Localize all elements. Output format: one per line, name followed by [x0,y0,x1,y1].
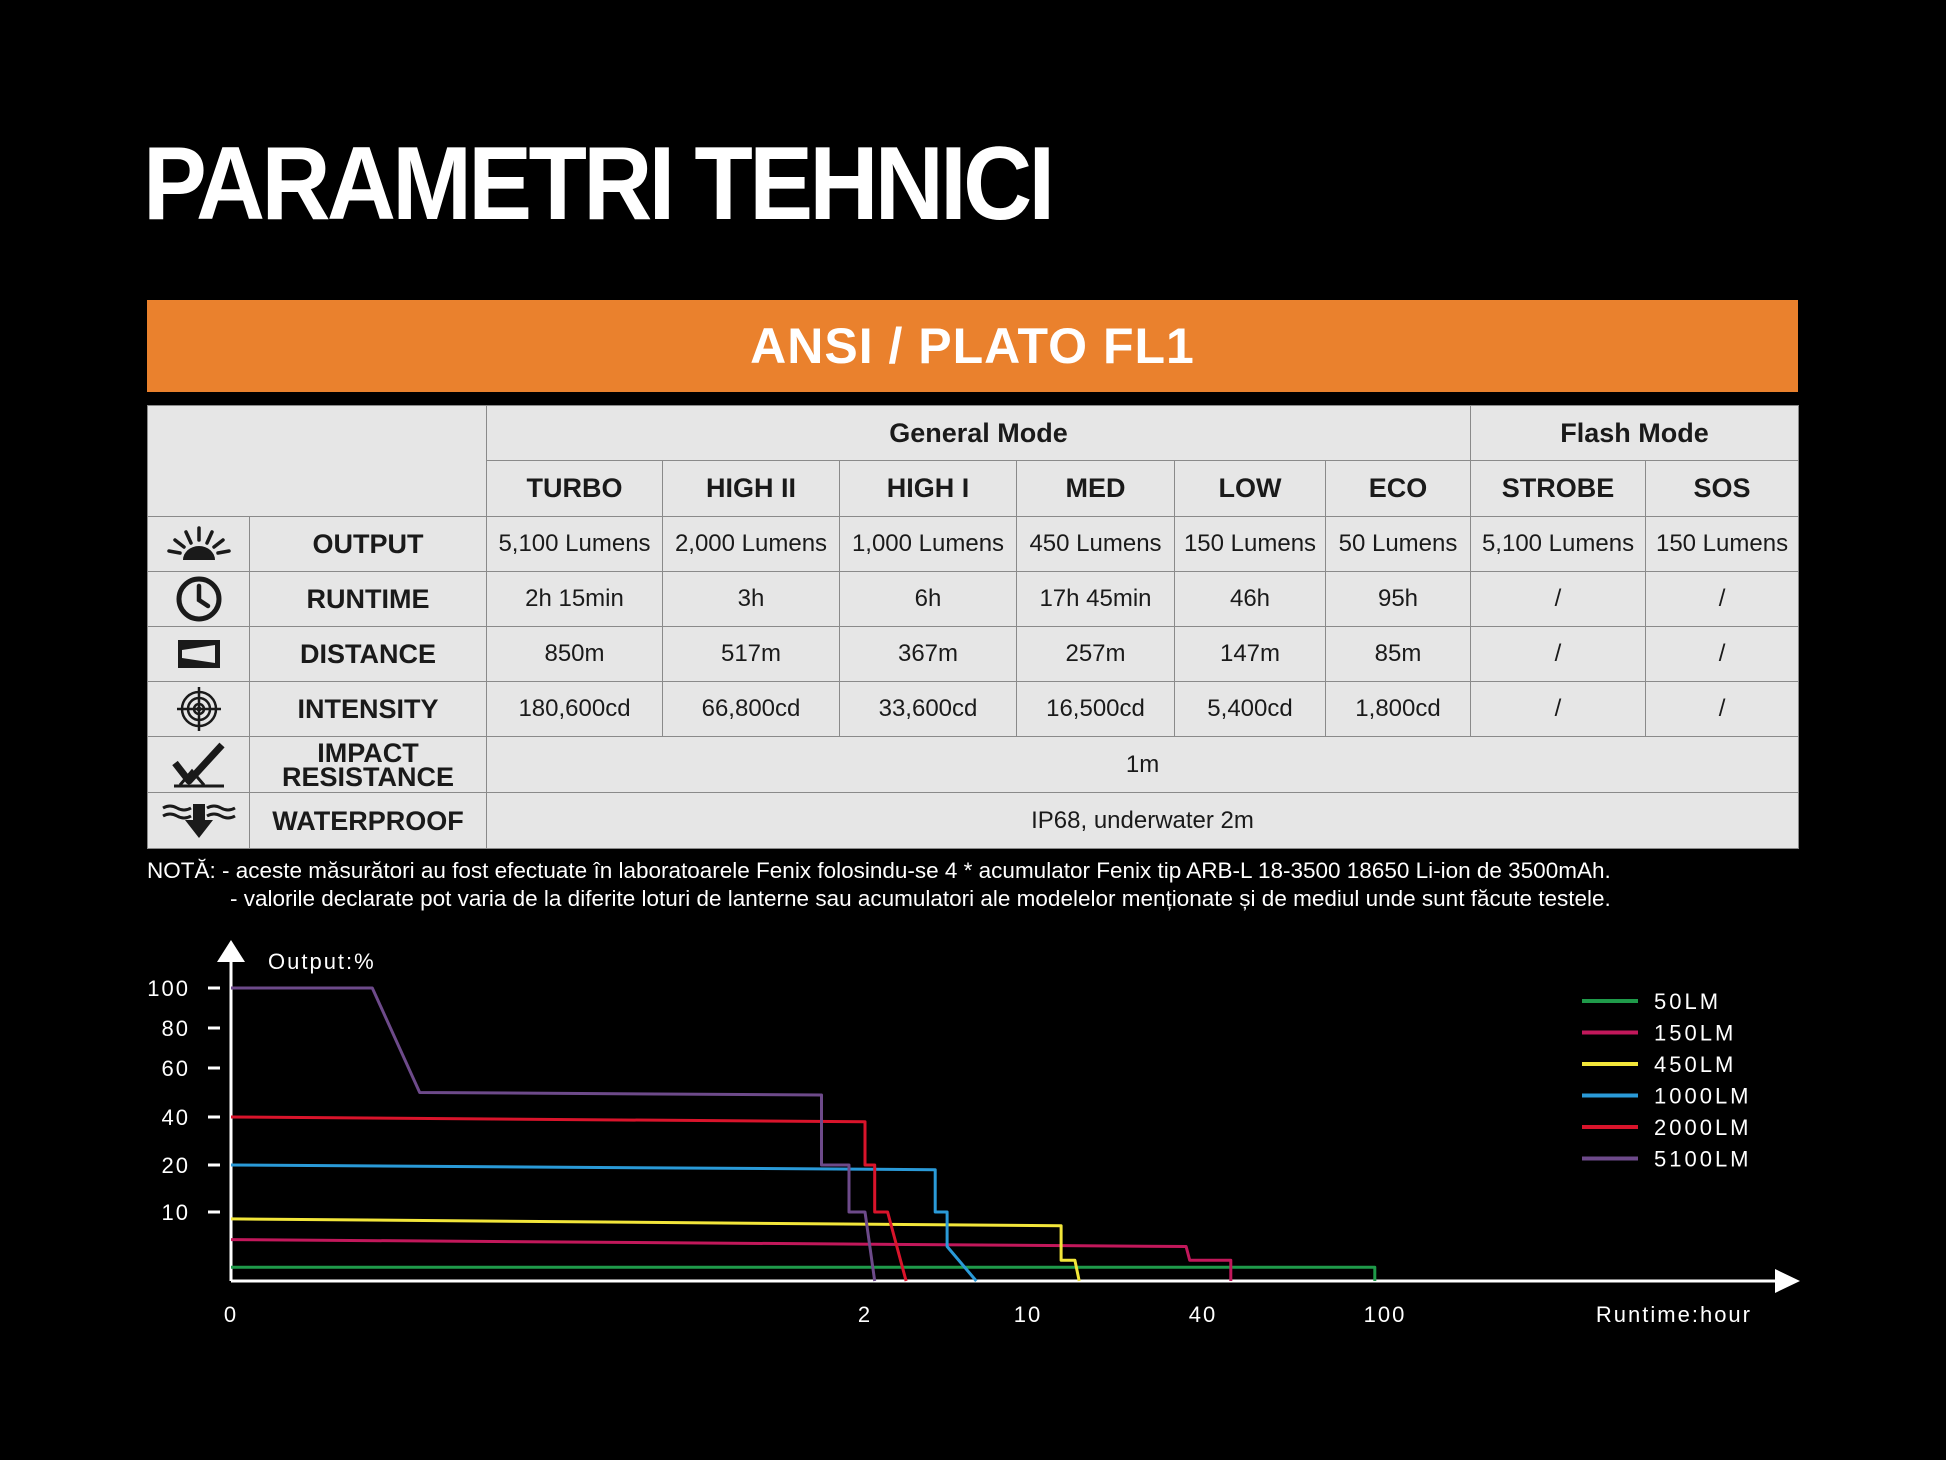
y-tick-label: 10 [161,1200,190,1225]
runtime-row [148,572,1799,627]
chart-legend [1582,989,1752,1172]
spec-table [147,405,1799,849]
legend-label: 2000LM [1654,1115,1752,1140]
intensity-eco: 1,800cd [1326,682,1471,737]
series-line-5100lm [231,988,875,1281]
x-axis-arrow [1775,1269,1800,1293]
banner-text: ANSI / PLATO FL1 [750,318,1195,374]
blank-corner [148,406,487,517]
runtime-chart [0,930,1946,1350]
note-line-1: NOTĂ: - aceste măsurători au fost efectuate în laboratoarele Fenix folosindu-se 4 * acumulator Fenix tip ARB-L 18-3500 18650 Li-ion de 3500mAh. [147,858,1611,883]
intensity-low: 5,400cd [1175,682,1326,737]
output-row [148,517,1799,572]
x-tick-label: 40 [1188,1302,1218,1327]
x-tick-label: 0 [223,1302,239,1327]
output-eco: 50 Lumens [1326,517,1471,572]
x-tick-label: 2 [857,1302,873,1327]
intensity-turbo: 180,600cd [487,682,663,737]
output-high-2: 2,000 Lumens [663,517,840,572]
mode-high-2: HIGH II [663,461,840,517]
distance-eco: 85m [1326,627,1471,682]
y-tick-label: 20 [161,1153,190,1178]
output-strobe: 5,100 Lumens [1471,517,1646,572]
chart-labels [147,949,1752,1327]
mode-strobe: STROBE [1471,461,1646,517]
series-line-50lm [231,1267,1375,1281]
page-title: PARAMETRI TEHNICI [143,126,1052,242]
x-tick-label: 100 [1363,1302,1407,1327]
runtime-label: RUNTIME [250,572,487,627]
mode-high-1: HIGH I [840,461,1017,517]
distance-strobe: / [1471,627,1646,682]
output-med: 450 Lumens [1017,517,1175,572]
target-icon [148,682,250,737]
legend-label: 50LM [1654,989,1722,1014]
impact-row [148,737,1799,793]
y-tick-label: 60 [161,1056,190,1081]
notes [147,857,1611,913]
y-axis-label: Output:% [268,949,376,974]
output-low: 150 Lumens [1175,517,1326,572]
mode-eco: ECO [1326,461,1471,517]
mode-med: MED [1017,461,1175,517]
mode-turbo: TURBO [487,461,663,517]
x-tick-label: 10 [1013,1302,1043,1327]
group-header-row [148,406,1799,461]
impact-label-line2: RESISTANCE [281,761,455,792]
clock-icon [148,572,250,627]
y-tick-label: 80 [161,1016,190,1041]
waterproof-row [148,793,1799,849]
distance-sos: / [1646,627,1799,682]
intensity-label: INTENSITY [250,682,487,737]
y-axis-arrow [217,940,245,962]
impact-check-icon [148,737,250,793]
distance-low: 147m [1175,627,1326,682]
output-label: OUTPUT [250,517,487,572]
series-line-150lm [231,1240,1231,1281]
legend-label: 450LM [1654,1052,1737,1077]
sun-burst-icon [148,517,250,572]
runtime-sos: / [1646,572,1799,627]
intensity-high-2: 66,800cd [663,682,840,737]
flash-mode-header: Flash Mode [1471,406,1799,461]
runtime-med: 17h 45min [1017,572,1175,627]
mode-low: LOW [1175,461,1326,517]
series-line-2000lm [231,1117,906,1281]
y-tick-label: 100 [147,976,190,1001]
intensity-row [148,682,1799,737]
standard-banner [147,300,1798,392]
impact-value: 1m [487,737,1799,793]
y-tick-label: 40 [161,1105,190,1130]
legend-label: 5100LM [1654,1146,1752,1172]
chart-series [231,988,1375,1281]
distance-row [148,627,1799,682]
note-line-2: - valorile declarate pot varia de la diferite loturi de lanterne sau acumulatori ale modelelor menționate și de mediul unde sunt făcute testele. [230,886,1611,911]
intensity-strobe: / [1471,682,1646,737]
runtime-eco: 95h [1326,572,1471,627]
waterproof-label: WATERPROOF [250,793,487,849]
runtime-high-2: 3h [663,572,840,627]
general-mode-header: General Mode [487,406,1471,461]
x-axis-label: Runtime:hour [1595,1302,1752,1327]
runtime-turbo: 2h 15min [487,572,663,627]
intensity-high-1: 33,600cd [840,682,1017,737]
output-turbo: 5,100 Lumens [487,517,663,572]
impact-label [250,737,487,793]
impact-label-line1: IMPACT [317,737,419,768]
intensity-sos: / [1646,682,1799,737]
distance-turbo: 850m [487,627,663,682]
output-high-1: 1,000 Lumens [840,517,1017,572]
mode-sos: SOS [1646,461,1799,517]
distance-med: 257m [1017,627,1175,682]
runtime-strobe: / [1471,572,1646,627]
legend-label: 150LM [1654,1020,1737,1046]
legend-label: 1000LM [1654,1083,1752,1109]
waterproof-value: IP68, underwater 2m [487,793,1799,849]
distance-high-2: 517m [663,627,840,682]
intensity-med: 16,500cd [1017,682,1175,737]
water-drop-icon [148,793,250,849]
runtime-high-1: 6h [840,572,1017,627]
runtime-low: 46h [1175,572,1326,627]
distance-label: DISTANCE [250,627,487,682]
output-sos: 150 Lumens [1646,517,1799,572]
beam-distance-icon [148,627,250,682]
distance-high-1: 367m [840,627,1017,682]
